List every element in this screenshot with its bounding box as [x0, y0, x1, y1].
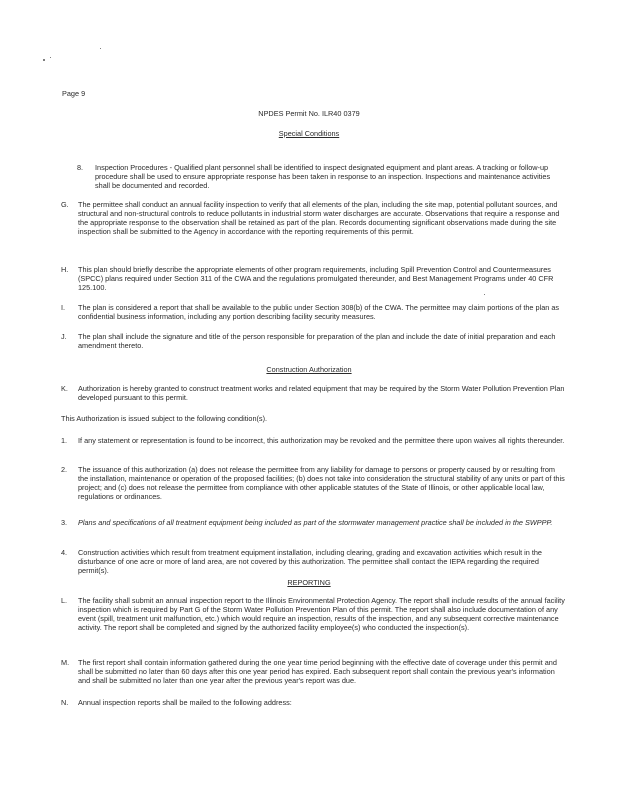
annual-report-text: The facility shall submit an annual inspection report to the Illinois Environmental Protection Agency. The report shall include results of the annual facility inspection which is required by Part G of the Storm Water Pollution Prevention Plan of this permit. The report shall also include documentation of any event (spill, treatment unit malfunction, etc.) which would require an inspection, results of the inspection, and any subsequent corrective maintenance activity. The report shall be completed and signed by the authorized facility employee(s) who conducted the inspection(s). — [78, 596, 565, 632]
special-conditions-heading: Special Conditions — [278, 129, 340, 138]
mailing-text: Annual inspection reports shall be mailed to the following address: — [78, 698, 292, 707]
scan-speck — [100, 48, 101, 49]
condition-text: If any statement or representation is found to be incorrect, this authorization may be revoked and the permittee there upon waives all rights thereunder. — [78, 436, 565, 445]
reporting-heading: REPORTING — [287, 578, 331, 587]
scan-speck — [43, 59, 45, 61]
permit-title: NPDES Permit No. ILR40 0379 — [258, 109, 360, 118]
condition-number: 3. — [61, 518, 68, 527]
construction-text: Authorization is hereby granted to construct treatment works and related equipment that may be required by the Storm Water Pollution Prevention Plan developed pursuant to this permit. — [78, 384, 565, 402]
authorization-intro: This Authorization is issued subject to the following condition(s). — [61, 414, 268, 423]
scan-speck — [484, 294, 485, 295]
section-label: N. — [61, 698, 69, 707]
scan-speck — [50, 57, 51, 58]
page-label: Page 9 — [62, 89, 86, 98]
program-requirements-text: This plan should briefly describe the appropriate elements of other program requirements, including Spill Prevention Control and Countermeasures (SPCC) plans required under Section 311 of the CWA and the regulations promulgated thereunder, and Best Management Programs under 40 CFR 125.100. — [78, 265, 554, 292]
inspection-procedures-text: Inspection Procedures - Qualified plant personnel shall be identified to inspect designated equipment and plant areas. A tracking or follow-up procedure shall be used to ensure appropriate response has been taken in response to an inspection. Inspections and maintenance activities shall be documented and recorded. — [95, 163, 551, 190]
public-report-text: The plan is considered a report that shall be available to the public under Section 308(b) of the CWA. The permittee may claim portions of the plan as confidential business information, including any portion describing facility security measures. — [78, 303, 560, 321]
condition-number: 2. — [61, 465, 68, 474]
section-label: L. — [61, 596, 68, 605]
signature-text: The plan shall include the signature and title of the person responsible for preparation of the plan and include the date of initial preparation and each amendment thereto. — [78, 332, 556, 350]
construction-heading: Construction Authorization — [266, 365, 352, 374]
condition-text: Construction activities which result from treatment equipment installation, including clearing, grading and excavation activities which result in the disturbance of one acre or more of land area, are not covered by this authorization. The permittee shall contact the IEPA regarding the required permit(s). — [78, 548, 542, 575]
section-label: K. — [61, 384, 68, 393]
section-label: G. — [61, 200, 69, 209]
annual-inspection-text: The permittee shall conduct an annual facility inspection to verify that all elements of the plan, including the site map, potential pollutant sources, and structural and non-structural controls to reduce pollutants in industrial storm water discharges are accurate. Observations that require a response and the appropriate response to the observation shall be retained as part of the plan. Records documenting significant observations made during the site inspection shall be submitted to the Agency in accordance with the reporting requirements of this permit. — [78, 200, 560, 236]
section-label: H. — [61, 265, 69, 274]
section-label: M. — [61, 658, 70, 667]
section-label: I. — [61, 303, 66, 312]
section-label: J. — [61, 332, 67, 341]
section-label: 8. — [77, 163, 84, 172]
first-report-text: The first report shall contain information gathered during the one year time period beginning with the effective date of coverage under this permit and shall be submitted no later than 60 days after this one year period has expired. Each subsequent report shall contain the previous year's information and shall be submitted no later than one year after the previous year's report was due. — [78, 658, 557, 685]
condition-text: Plans and specifications of all treatment equipment being included as part of the stormwater management practice shall be included in the SWPPP. — [78, 518, 553, 527]
condition-text: The issuance of this authorization (a) does not release the permittee from any liability for damage to persons or property caused by or resulting from the installation, maintenance or operation of the proposed facilities; (b) does not take into consideration the structural stability of any units or part of this project; and (c) does not release the permittee from compliance with other applicable statutes of the State of Illinois, or other applicable local law, regulations or ordinances. — [78, 465, 565, 501]
condition-number: 1. — [61, 436, 68, 445]
condition-number: 4. — [61, 548, 68, 557]
